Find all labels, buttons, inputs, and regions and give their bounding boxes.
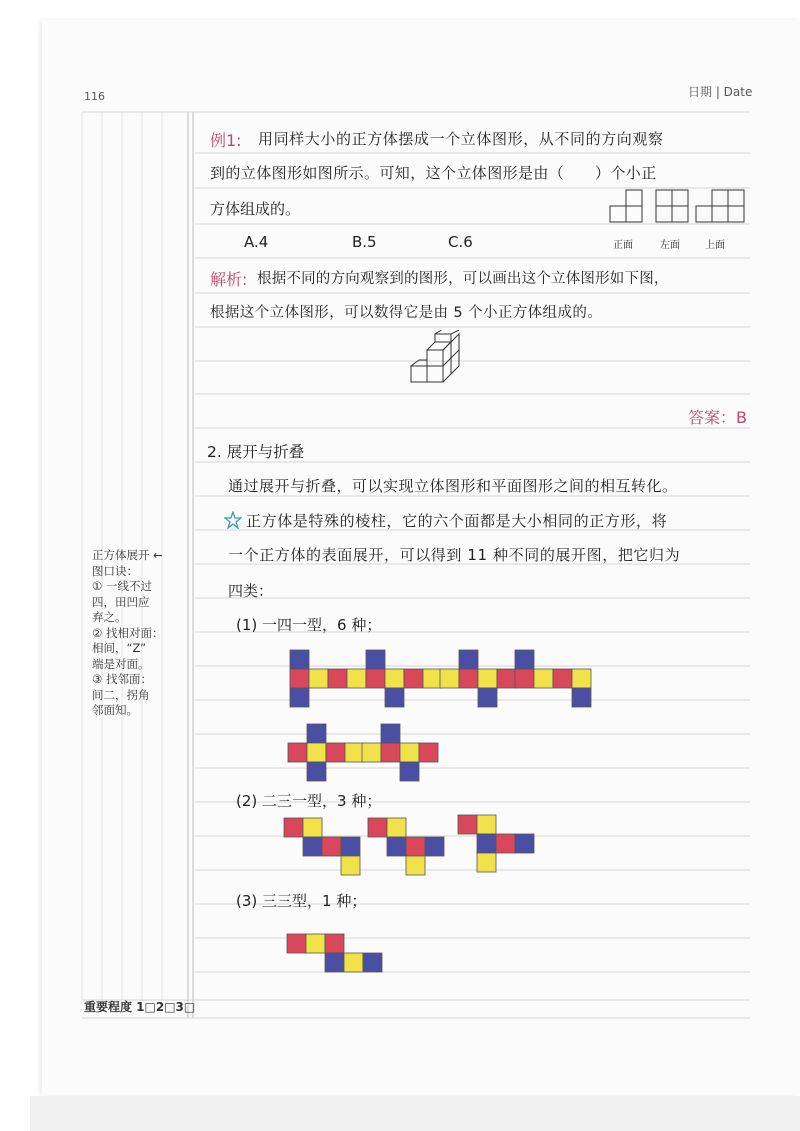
net-face xyxy=(400,762,419,781)
cube-net-9 xyxy=(458,815,534,872)
example-line-2: 到的立体图形如图所示。可知，这个立体图形是由（ ）个小正 xyxy=(210,164,657,182)
section-intro: 通过展开与折叠，可以实现立体图形和平面图形之间的相互转化。 xyxy=(228,477,678,495)
net-face xyxy=(309,669,328,688)
option-a: A.4 xyxy=(244,233,269,251)
net-face xyxy=(553,669,572,688)
net-face xyxy=(387,837,406,856)
net-face xyxy=(497,669,516,688)
example-label: 例1: xyxy=(210,131,242,150)
type-1-label: (1) 一四一型，6 种； xyxy=(236,616,382,634)
net-face xyxy=(572,688,591,707)
net-face xyxy=(515,650,534,669)
para-line-3: 四类： xyxy=(228,582,274,600)
net-face xyxy=(307,724,326,743)
type-2-label: (2) 二三一型，3 种； xyxy=(236,792,382,810)
net-face xyxy=(290,688,309,707)
net-face xyxy=(385,669,404,688)
net-face xyxy=(288,743,307,762)
net-face xyxy=(404,669,423,688)
net-face xyxy=(303,818,322,837)
net-face xyxy=(284,818,303,837)
net-face xyxy=(366,650,385,669)
page-number: 116 xyxy=(84,90,105,103)
para-line-1: 正方体是特殊的棱柱，它的六个面都是大小相同的正方形，将 xyxy=(246,512,668,530)
sidebar-note xyxy=(92,548,192,719)
net-face xyxy=(344,953,363,972)
net-face xyxy=(515,669,534,688)
net-face xyxy=(363,953,382,972)
cube-net-1 xyxy=(290,650,366,707)
net-face xyxy=(326,743,345,762)
net-face xyxy=(345,743,364,762)
note-line: 相间，“Z” xyxy=(92,641,147,655)
net-face xyxy=(385,688,404,707)
net-face xyxy=(425,837,444,856)
net-face xyxy=(477,815,496,834)
net-face xyxy=(400,743,419,762)
net-face xyxy=(307,743,326,762)
net-face xyxy=(458,815,477,834)
net-face xyxy=(306,934,325,953)
note-line: 正方体展开 ← xyxy=(92,548,163,562)
option-c: C.6 xyxy=(448,233,473,251)
net-face xyxy=(341,856,360,875)
note-line: 四，田凹应 xyxy=(92,594,150,609)
net-face xyxy=(381,743,400,762)
view-label-front: 正面 xyxy=(613,240,633,251)
cube-net-10 xyxy=(287,934,382,972)
net-face xyxy=(322,837,341,856)
net-face xyxy=(477,853,496,872)
net-face xyxy=(325,934,344,953)
net-face xyxy=(459,650,478,669)
view-label-top: 上面 xyxy=(705,240,725,251)
view-label-left: 左面 xyxy=(660,240,680,251)
importance-label: 重要程度 1□2□3□ xyxy=(84,1000,196,1014)
net-face xyxy=(328,669,347,688)
net-face xyxy=(419,743,438,762)
net-face xyxy=(341,837,360,856)
option-b: B.5 xyxy=(352,233,377,251)
net-face xyxy=(515,834,534,853)
analysis-label: 解析: xyxy=(210,270,248,289)
example-line-3: 方体组成的。 xyxy=(210,200,301,218)
net-face xyxy=(325,953,344,972)
note-line: 邻面知。 xyxy=(92,703,138,717)
cube-net-8 xyxy=(368,818,444,875)
net-face xyxy=(290,650,309,669)
analysis-line-2: 根据这个立体图形，可以数得它是由 5 个小正方体组成的。 xyxy=(210,305,603,321)
net-face xyxy=(381,724,400,743)
cube-net-7 xyxy=(284,818,360,875)
net-face xyxy=(366,669,385,688)
net-face xyxy=(368,818,387,837)
cube-net-5 xyxy=(288,724,364,781)
example-line-1: 用同样大小的正方体摆成一个立体图形，从不同的方向观察 xyxy=(258,130,664,148)
cube-net-6 xyxy=(362,724,438,781)
analysis-line-1: 根据不同的方向观察到的图形，可以画出这个立体图形如下图， xyxy=(257,271,669,287)
cube-net-3 xyxy=(440,650,516,707)
net-face xyxy=(478,669,497,688)
net-face xyxy=(387,818,406,837)
note-line: 间二，拐角 xyxy=(92,687,150,702)
net-face xyxy=(362,743,381,762)
net-face xyxy=(406,837,425,856)
net-face xyxy=(406,856,425,875)
net-face xyxy=(534,669,553,688)
cube-net-2 xyxy=(366,650,442,707)
note-line: ① 一线不过 xyxy=(92,579,152,593)
answer: 答案：B xyxy=(688,408,747,427)
net-face xyxy=(347,669,366,688)
note-line: 弃之。 xyxy=(92,610,127,624)
net-face xyxy=(477,834,496,853)
type-3-label: (3) 三三型，1 种； xyxy=(236,892,367,910)
net-face xyxy=(307,762,326,781)
net-face xyxy=(572,669,591,688)
net-face xyxy=(287,934,306,953)
net-face xyxy=(496,834,515,853)
net-face xyxy=(478,688,497,707)
note-line: 图口诀： xyxy=(92,563,138,578)
note-line: 端是对面。 xyxy=(92,656,150,671)
date-label: 日期 | Date xyxy=(688,85,753,99)
note-line: ② 找相对面： xyxy=(92,625,164,640)
section-title: 2. 展开与折叠 xyxy=(207,443,305,461)
note-line: ③ 找邻面： xyxy=(92,672,152,686)
net-face xyxy=(303,837,322,856)
para-line-2: 一个正方体的表面展开，可以得到 11 种不同的展开图，把它归为 xyxy=(228,546,681,564)
net-face xyxy=(459,669,478,688)
net-face xyxy=(290,669,309,688)
net-face xyxy=(423,669,442,688)
net-face xyxy=(440,669,459,688)
cube-net-4 xyxy=(515,650,591,707)
